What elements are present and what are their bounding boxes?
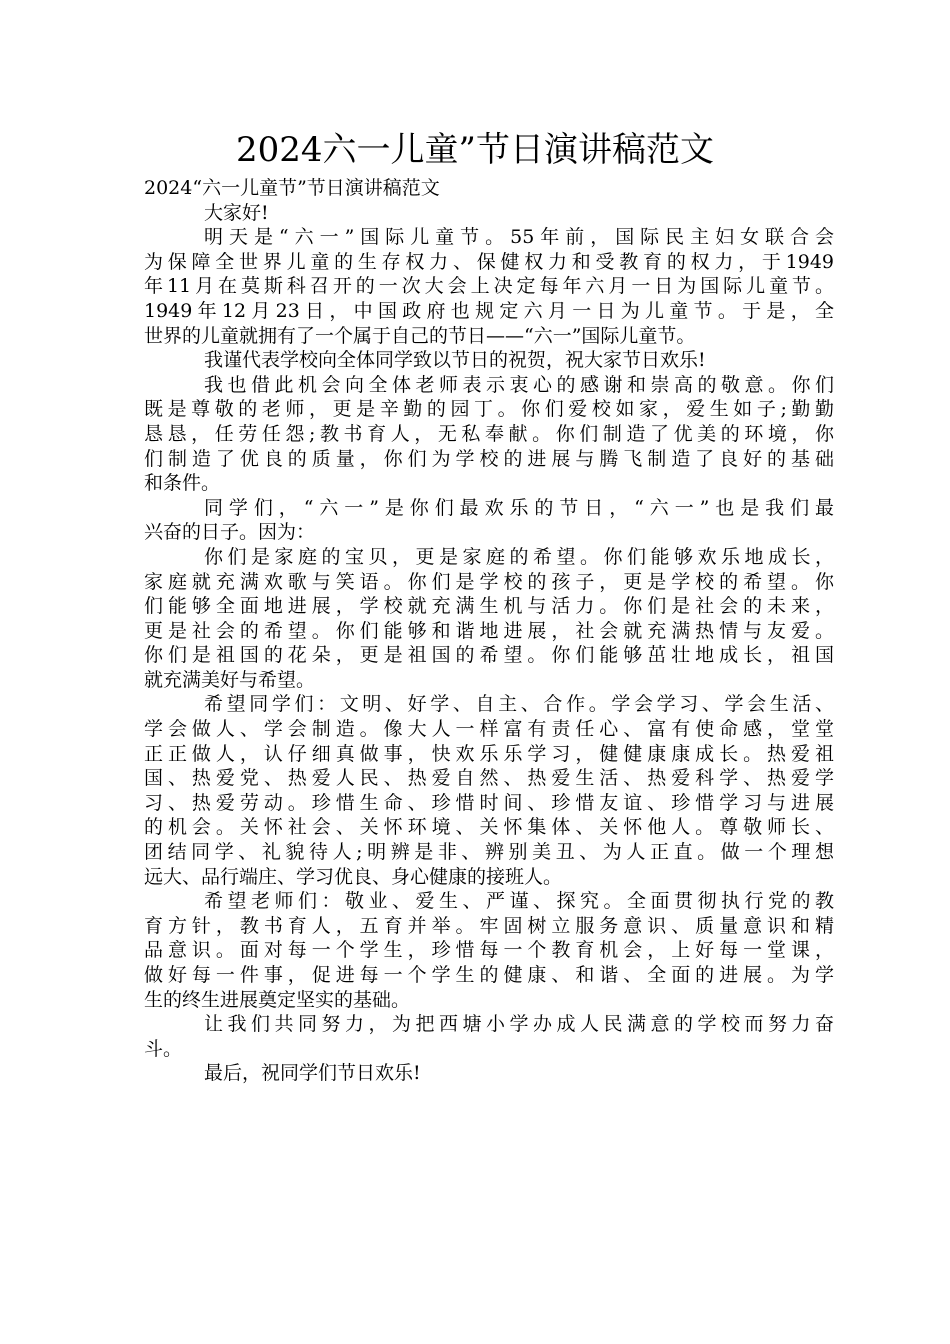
text-line: 做好每一件事，促进每一个学生的健康、和谐、全面的进展。为学 <box>144 964 834 986</box>
paragraph <box>144 889 834 1012</box>
text-line: 习、热爱劳动。珍惜生命、珍惜时间、珍惜友谊、珍惜学习与进展 <box>144 791 834 814</box>
paragraph <box>144 348 834 373</box>
text-line: 我也借此机会向全体老师表示衷心的感谢和崇高的敬意。你们 <box>204 373 834 396</box>
text-line: 团结同学、礼貌待人;明辨是非、辨别美丑、为人正直。做一个理想 <box>144 841 834 864</box>
text-line: 更是社会的希望。你们能够和谐地进展，社会就充满热情与友爱。 <box>144 619 834 642</box>
paragraph <box>144 496 834 545</box>
text-line: 我谨代表学校向全体同学致以节日的祝贺，祝大家节日欢乐! <box>204 349 706 372</box>
text-line: 学会做人、学会制造。像大人一样富有责任心、富有使命感，堂堂 <box>144 718 834 741</box>
text-line: 们能够全面地进展，学校就充满生机与活力。你们是社会的未来， <box>144 595 834 618</box>
text-line: 你们是祖国的花朵，更是祖国的希望。你们能够茁壮地成长，祖国 <box>144 644 834 667</box>
text-line: 让我们共同努力，为把西塘小学办成人民满意的学校而努力奋 <box>204 1013 834 1036</box>
text-line: 家庭就充满欢歌与笑语。你们是学校的孩子，更是学校的希望。你 <box>144 570 834 593</box>
text-line: 的机会。关怀社会、关怀环境、关怀集体、关怀他人。尊敬师长、 <box>144 816 834 839</box>
text-line: 和条件。 <box>144 472 221 495</box>
text-line: 品意识。面对每一个学生，珍惜每一个教育机会，上好每一堂课， <box>144 939 834 962</box>
paragraph <box>144 692 834 889</box>
text-line: 就充满美好与希望。 <box>144 668 316 691</box>
document-subtitle: 2024“六一儿童节”节日演讲稿范文 <box>144 177 440 199</box>
paragraph <box>144 545 834 693</box>
text-line: 世界的儿童就拥有了一个属于自己的节日——“六一”国际儿童节。 <box>144 324 696 347</box>
text-line: 斗。 <box>144 1037 183 1060</box>
text-line: 国、热爱党、热爱人民、热爱自然、热爱生活、热爱科学、热爱学 <box>144 767 834 790</box>
text-line: 最后，祝同学们节日欢乐! <box>204 1062 421 1085</box>
text-line: 正正做人，认仔细真做事，快欢乐乐学习，健健康康成长。热爱祖 <box>144 742 834 765</box>
document-body <box>144 176 834 1086</box>
text-line: 育方针，教书育人，五育并举。牢固树立服务意识、质量意识和精 <box>144 914 834 937</box>
text-line: 你们是家庭的宝贝，更是家庭的希望。你们能够欢乐地成长， <box>204 545 834 568</box>
text-line: 明天是“六一”国际儿童节。55年前，国际民主妇女联合会 <box>204 226 834 249</box>
text-line: 生的终生进展奠定坚实的基础。 <box>144 988 411 1011</box>
paragraph <box>144 1061 834 1086</box>
text-line: 为保障全世界儿童的生存权力、保健权力和受教育的权力，于1949 <box>144 250 834 273</box>
text-line: 年11月在莫斯科召开的一次大会上决定每年六月一日为国际儿童节。 <box>144 275 834 298</box>
paragraph-list <box>144 201 834 1086</box>
text-line: 兴奋的日子。因为： <box>144 521 316 544</box>
text-line: 大家好! <box>204 201 269 224</box>
text-line: 同学们，“六一”是你们最欢乐的节日，“六一”也是我们最 <box>204 496 834 519</box>
paragraph <box>144 1012 834 1061</box>
paragraph <box>144 225 834 348</box>
text-line: 希望老师们：敬业、爱生、严谨、探究。全面贯彻执行党的教 <box>204 890 834 913</box>
text-line: 希望同学们：文明、好学、自主、合作。学会学习、学会生活、 <box>204 693 834 716</box>
text-line: 恳恳，任劳任怨;教书育人，无私奉献。你们制造了优美的环境，你 <box>144 422 834 445</box>
text-line: 远大、品行端庄、学习优良、身心健康的接班人。 <box>144 865 563 888</box>
text-line: 们制造了优良的质量，你们为学校的进展与腾飞制造了良好的基础 <box>144 447 834 470</box>
paragraph <box>144 373 834 496</box>
paragraph <box>144 201 834 226</box>
document-title: 2024六一儿童”节日演讲稿范文 <box>236 130 714 170</box>
text-line: 既是尊敬的老师，更是辛勤的园丁。你们爱校如家，爱生如子;勤勤 <box>144 398 834 421</box>
text-line: 1949年12月23日，中国政府也规定六月一日为儿童节。于是，全 <box>144 299 834 322</box>
